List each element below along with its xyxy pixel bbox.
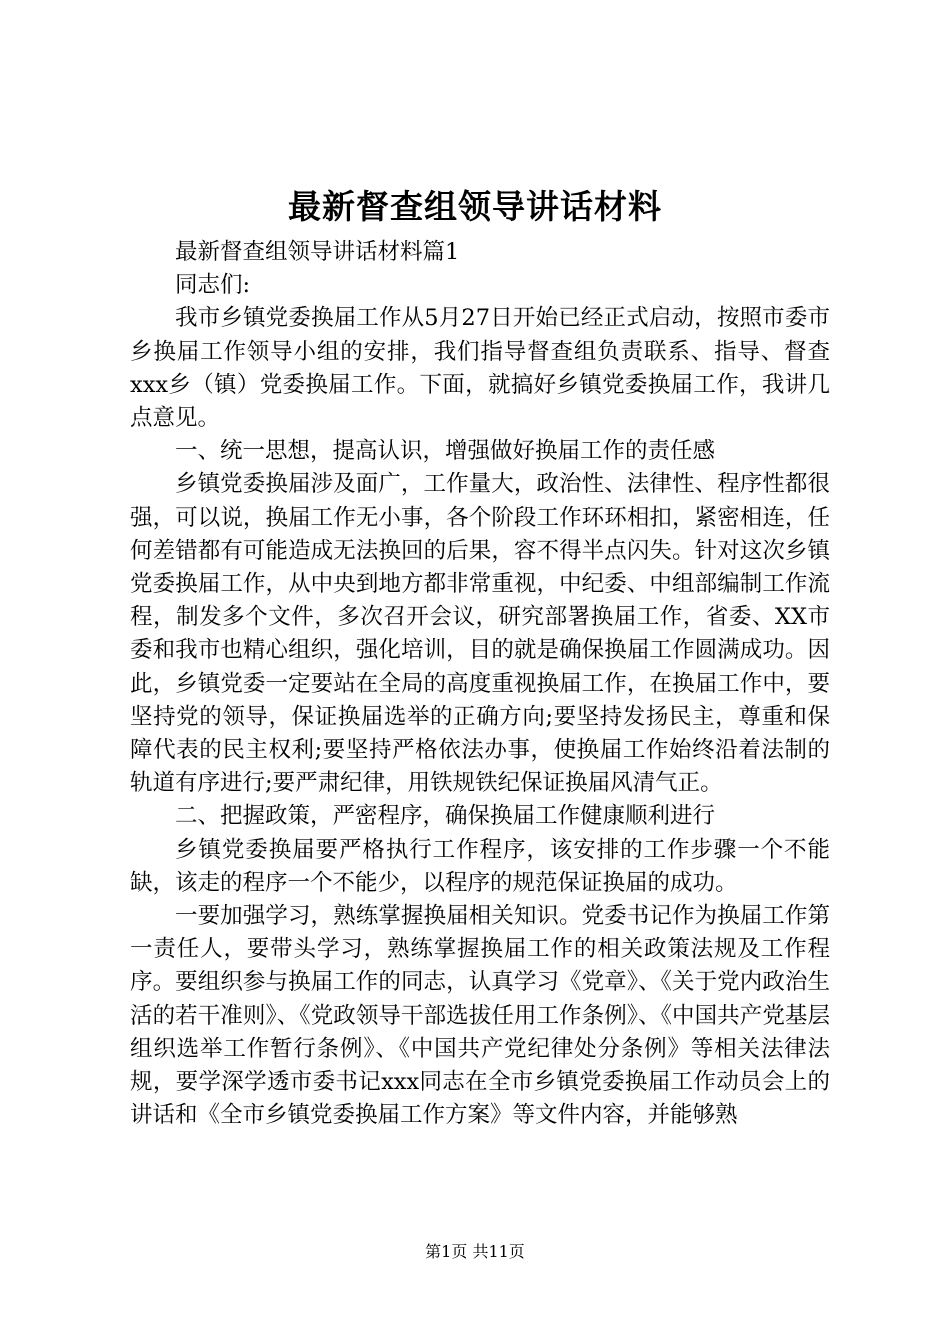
section-heading: 二、把握政策，严密程序，确保换届工作健康顺利进行 — [175, 803, 716, 830]
paragraph-salutation: 同志们: — [175, 272, 251, 299]
paragraph: 乡镇党委换届涉及面广，工作量大，政治性、法律性、程序性都很强，可以说，换届工作无小事，各个阶段工作环环相扣，紧密相连，任何差错都有可能造成无法换回的后果，容不得半点闪失。针对这次乡镇党委换届工作，从中央到地方都非常重视，中纪委、中组部编制工作流程，制发多个文件，多次召开会议，研究部署换届工作，省委、XX市委和我市也精心组织，强化培训，目的就是确保换届工作圆满成功。因此，乡镇党委一定要站在全局的高度重视换届工作，在换届工作中，要坚持党的领导，保证换届选举的正确方向;要坚持发扬民主，尊重和保障代表的民主权利;要坚持严格依法办事，使换届工作始终沿着法制的轨道有序进行;要严肃纪律，用铁规铁纪保证换届风清气正。 — [130, 471, 830, 797]
page-footer: 第1页 共11页 — [425, 1242, 525, 1261]
paragraph: 乡镇党委换届要严格执行工作程序，该安排的工作步骤一个不能缺，该走的程序一个不能少，以程序的规范保证换届的成功。 — [130, 836, 830, 896]
paragraph-subtitle: 最新督查组领导讲话材料篇1 — [175, 239, 460, 265]
section-heading: 一、统一思想，提高认识，增强做好换届工作的责任感 — [175, 438, 716, 465]
paragraph: 我市乡镇党委换届工作从5月27日开始已经正式启动，按照市委市乡换届工作领导小组的安排，我们指导督查组负责联系、指导、督查xxx乡（镇）党委换届工作。下面，就搞好乡镇党委换届工作，我讲几点意见。 — [130, 305, 830, 432]
document-title: 最新督查组领导讲话材料 — [288, 187, 662, 226]
paragraph: 一要加强学习，熟练掌握换届相关知识。党委书记作为换届工作第一责任人，要带头学习，熟练掌握换届工作的相关政策法规及工作程序。要组织参与换届工作的同志，认真学习《党章》、《关于党内政治生活的若干准则》、《党政领导干部选拔任用工作条例》、《中国共产党基层组织选举工作暂行条例》、《中国共产党纪律处分条例》等相关法律法规，要学深学透市委书记xxx同志在全市乡镇党委换届工作动员会上的讲话和《全市乡镇党委换届工作方案》等文件内容，并能够熟 — [130, 903, 830, 1129]
document-body — [130, 236, 830, 1132]
